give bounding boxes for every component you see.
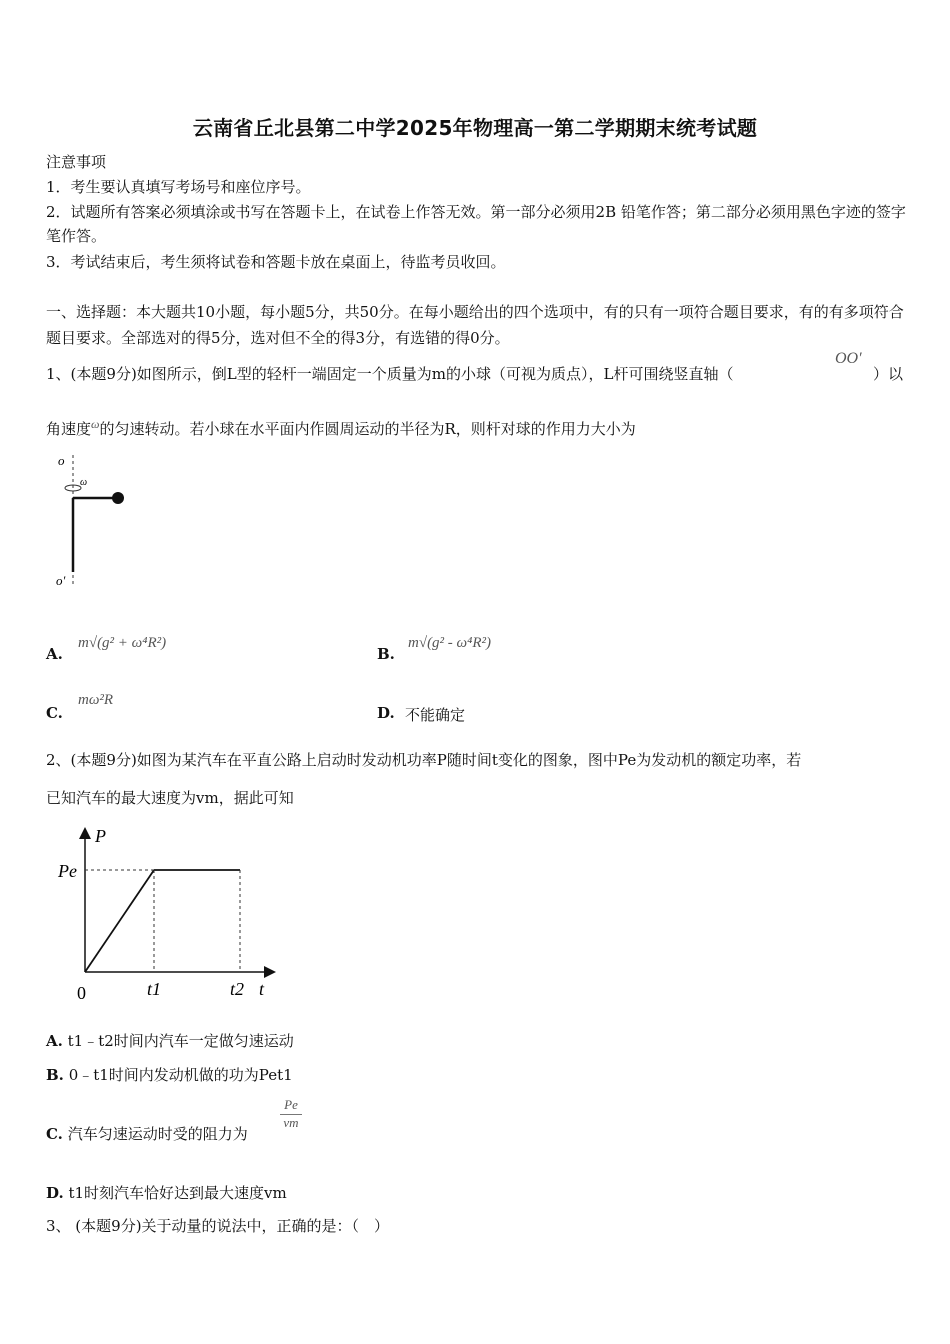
q1-option-b-expr[interactable]: m√(g² - ω⁴R²) — [408, 635, 492, 651]
q2-option-a-key: A. — [46, 1032, 63, 1050]
q2-option-a-text: t1﹣t2时间内汽车一定做匀速运动 — [67, 1032, 294, 1050]
q1-ball — [112, 492, 124, 504]
q1-option-d-text[interactable]: 不能确定 — [405, 706, 466, 724]
q1-option-d-key[interactable]: D. — [377, 704, 395, 722]
q2-option-a[interactable] — [46, 1030, 294, 1051]
q1-fig-bottom-label: o′ — [56, 573, 66, 588]
q1-axis-symbol: OO′ — [835, 350, 862, 367]
notice-item-2: 2．试题所有答案必须填涂或书写在答题卡上，在试卷上作答无效。第一部分必须用2B 铅笔作答；第二部分必须用黑色字迹的签字笔作答。 — [46, 203, 906, 245]
q2-chart — [55, 822, 280, 1007]
q2-option-b[interactable] — [46, 1064, 293, 1085]
notice-heading: 注意事项 — [46, 153, 107, 171]
q2-option-b-key: B. — [46, 1066, 64, 1084]
q1-stem: 1、(本题9分)如图所示，倒L型的轻杆一端固定一个质量为m的小球（可视为质点），L杆可围绕竖直轴（ — [46, 365, 734, 383]
notice-item-3: 3．考试结束后，考生须将试卷和答题卡放在桌面上，待监考员收回。 — [46, 253, 506, 271]
q1-line2-post: 的匀速转动。若小球在水平面内作圆周运动的半径为R，则杆对球的作用力大小为 — [99, 420, 636, 438]
page-title: 云南省丘北县第二中学2025年物理高一第二学期期末统考试题 — [192, 116, 758, 140]
q1-option-a-key[interactable]: A. — [46, 645, 63, 663]
q2-option-c[interactable] — [46, 1123, 248, 1144]
q1-line1 — [46, 362, 733, 386]
q2-fraction-denominator: vm — [283, 1115, 299, 1130]
q2-option-b-text: 0﹣t1时间内发动机做的功为Pet1 — [68, 1066, 293, 1084]
q2-origin-label: 0 — [77, 983, 86, 1003]
q1-option-a-expr[interactable]: m√(g² + ω⁴R²) — [78, 635, 167, 651]
q1-line2 — [46, 412, 636, 441]
q1-stem-end: ）以 — [873, 365, 904, 383]
q2-fraction — [280, 1097, 302, 1131]
q2-t2-label: t2 — [230, 979, 245, 999]
q2-ramp-line — [85, 870, 154, 972]
q1-fig-top-label: o — [58, 453, 65, 468]
notice-item-1: 1．考生要认真填写考场号和座位序号。 — [46, 178, 311, 196]
q1-option-b-key[interactable]: B. — [377, 645, 395, 663]
q2-line2: 已知汽车的最大速度为vm，据此可知 — [46, 789, 294, 807]
q2-option-c-key: C. — [46, 1125, 63, 1143]
q2-t1-label: t1 — [147, 979, 162, 999]
q1-line2-pre: 角速度 — [46, 420, 92, 438]
q2-line1: 2、(本题9分)如图为某汽车在平直公路上启动时发动机功率P随时间t变化的图象，图中Pe为发动机的额定功率，若 — [46, 751, 802, 769]
q2-option-d-text: t1时刻汽车恰好达到最大速度vm — [68, 1184, 287, 1202]
q1-option-c-expr[interactable]: mω²R — [78, 692, 114, 708]
q2-pe-label: Pe — [58, 861, 77, 881]
q2-y-axis-label: P — [95, 826, 106, 846]
q1-fig-omega-label: ω — [80, 477, 88, 488]
q1-option-c-key[interactable]: C. — [46, 704, 63, 722]
q1-omega-symbol: ω — [91, 417, 100, 431]
q3-stem: 3、 (本题9分)关于动量的说法中，正确的是：（ ） — [46, 1217, 390, 1235]
q2-option-d[interactable] — [46, 1182, 287, 1203]
q2-x-axis-label: t — [259, 979, 265, 999]
q1-figure — [50, 450, 140, 590]
q2-fraction-numerator: Pe — [280, 1097, 302, 1115]
q2-option-d-key: D. — [46, 1184, 64, 1202]
q2-option-c-text: 汽车匀速运动时受的阻力为 — [67, 1125, 248, 1143]
section-intro: 一、选择题：本大题共10小题，每小题5分，共50分。在每小题给出的四个选项中，有的只有一项符合题目要求，有的有多项符合题目要求。全部选对的得5分，选对但不全的得3分，有选错的得0分。 — [46, 303, 904, 347]
